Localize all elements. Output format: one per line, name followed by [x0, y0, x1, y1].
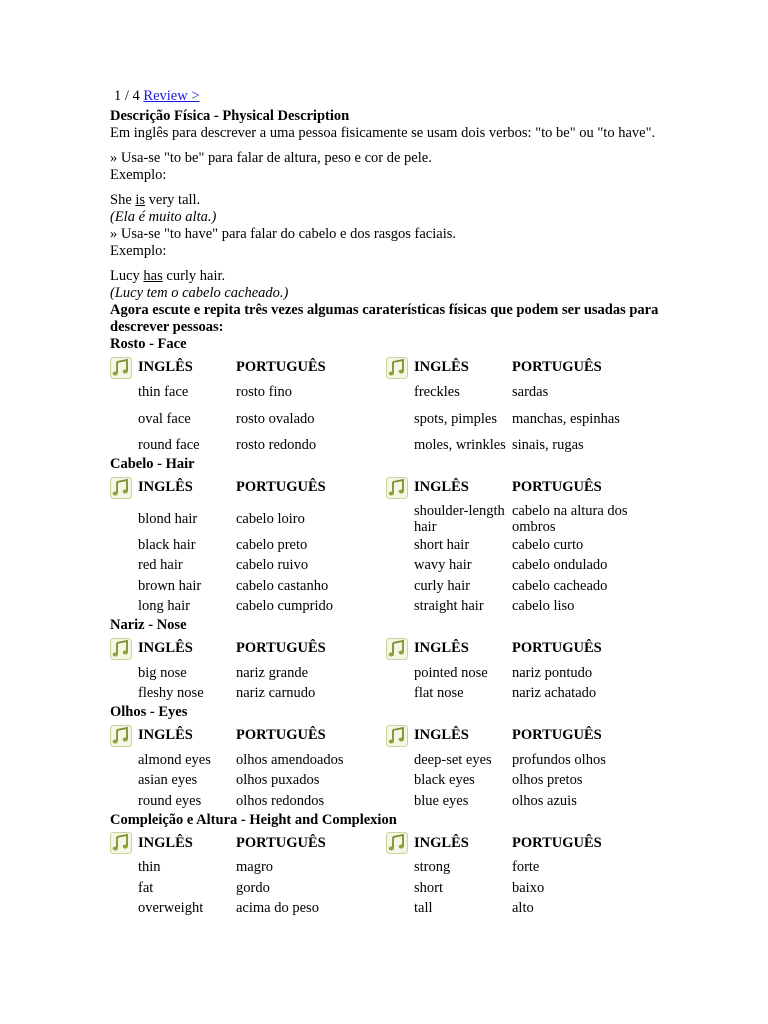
music-note-icon[interactable]: [386, 832, 408, 854]
header-label: INGLÊS: [138, 727, 193, 743]
portuguese-term: rosto fino: [236, 383, 292, 400]
portuguese-term: alto: [512, 900, 534, 917]
table-row: [110, 436, 670, 457]
header-label: PORTUGUÊS: [512, 479, 602, 495]
table-header: [110, 353, 670, 382]
english-term: flat nose: [414, 685, 464, 702]
english-term: pointed nose: [414, 664, 488, 681]
english-term: blue eyes: [414, 792, 469, 809]
portuguese-term: cabelo preto: [236, 536, 308, 553]
portuguese-term: gordo: [236, 879, 270, 896]
table-row: [110, 771, 670, 792]
header-label: PORTUGUÊS: [236, 640, 326, 656]
english-term: red hair: [138, 557, 183, 574]
table-row: [110, 858, 670, 879]
portuguese-term: olhos puxados: [236, 772, 320, 789]
english-term: curly hair: [414, 577, 470, 594]
table-row: [110, 684, 670, 705]
header-label: PORTUGUÊS: [236, 834, 326, 851]
section-title: Rosto - Face: [110, 336, 187, 352]
intro-text: Em inglês para descrever a uma pessoa fisicamente se usam dois verbos: "to be" ou "to have".: [110, 125, 656, 141]
header-label: PORTUGUÊS: [512, 834, 602, 851]
table-row: [110, 535, 670, 556]
header-label: INGLÊS: [138, 359, 193, 375]
portuguese-term: rosto redondo: [236, 437, 317, 454]
section-title: Cabelo - Hair: [110, 456, 195, 472]
music-note-icon[interactable]: [110, 725, 132, 747]
table-row: [110, 750, 670, 771]
english-term: strong: [414, 859, 451, 876]
portuguese-term: cabelo ruivo: [236, 557, 309, 574]
review-link[interactable]: Review >: [143, 88, 200, 104]
music-note-icon[interactable]: [110, 477, 132, 499]
header-label: PORTUGUÊS: [236, 359, 326, 375]
english-term: wavy hair: [414, 557, 472, 574]
table-row: [110, 556, 670, 577]
portuguese-term: olhos amendoados: [236, 751, 344, 768]
music-note-icon[interactable]: [386, 477, 408, 499]
english-term: black hair: [138, 536, 196, 553]
english-term: big nose: [138, 664, 187, 681]
music-note-icon[interactable]: [110, 357, 132, 379]
english-term: almond eyes: [138, 751, 211, 768]
example-label-2: Exemplo:: [110, 243, 167, 259]
english-term: deep-set eyes: [414, 751, 492, 768]
english-term: short hair: [414, 536, 470, 553]
page-title: Descrição Física - Physical Description: [110, 108, 350, 124]
table-row: [110, 878, 670, 899]
portuguese-term: profundos olhos: [512, 751, 606, 768]
vocabulary-sections: [110, 336, 670, 919]
portuguese-term: cabelo liso: [512, 598, 575, 615]
page-indicator: 1 / 4: [114, 88, 140, 104]
table-header: [110, 473, 670, 502]
example-sentence-1: She is very tall.: [110, 192, 201, 208]
header-label: PORTUGUÊS: [236, 479, 326, 495]
section-title: Nariz - Nose: [110, 617, 187, 633]
table-row: [110, 403, 670, 436]
english-term: freckles: [414, 383, 460, 400]
header-label: INGLÊS: [414, 479, 469, 495]
rule-to-have: » Usa-se "to have" para falar do cabelo e dos rasgos faciais.: [110, 226, 457, 242]
portuguese-term: cabelo curto: [512, 536, 584, 553]
section-title: Compleição e Altura - Height and Complexion: [110, 811, 397, 828]
english-term: straight hair: [414, 598, 484, 615]
english-term: oval face: [138, 411, 191, 427]
header-label: INGLÊS: [138, 834, 193, 851]
header-label: PORTUGUÊS: [512, 727, 602, 743]
section-title: Olhos - Eyes: [110, 704, 188, 720]
english-term: spots, pimples: [414, 411, 497, 427]
table-row: [110, 502, 670, 535]
english-term: thin: [138, 859, 161, 876]
english-term: round face: [138, 437, 200, 454]
english-term: blond hair: [138, 510, 198, 527]
portuguese-term: cabelo ondulado: [512, 557, 608, 574]
header-label: INGLÊS: [138, 640, 193, 656]
header-label: INGLÊS: [414, 359, 469, 375]
portuguese-term: cabelo cacheado: [512, 577, 608, 594]
table-row: [110, 576, 670, 597]
english-term: short: [414, 879, 443, 896]
english-term: brown hair: [138, 577, 202, 594]
english-term: shoulder-length hair: [414, 502, 505, 535]
portuguese-term: nariz grande: [236, 664, 309, 681]
portuguese-term: olhos redondos: [236, 792, 325, 809]
english-term: asian eyes: [138, 772, 198, 789]
header-label: INGLÊS: [414, 727, 469, 743]
portuguese-term: rosto ovalado: [236, 411, 315, 427]
table-row: [110, 597, 670, 618]
example-sentence-2: Lucy has curly hair.: [110, 268, 226, 284]
english-term: tall: [414, 900, 433, 917]
header-label: PORTUGUÊS: [512, 640, 602, 656]
music-note-icon[interactable]: [386, 725, 408, 747]
music-note-icon[interactable]: [110, 638, 132, 660]
header-label: INGLÊS: [414, 640, 469, 656]
example-translation-1: (Ela é muito alta.): [110, 209, 217, 225]
header-label: PORTUGUÊS: [512, 359, 602, 375]
portuguese-term: cabelo cumprido: [236, 598, 334, 615]
english-term: moles, wrinkles: [414, 437, 506, 454]
table-row: [110, 791, 670, 812]
portuguese-term: cabelo castanho: [236, 577, 329, 594]
table-row: [110, 899, 670, 920]
portuguese-term: cabelo na altura dos ombros: [512, 502, 628, 535]
english-term: overweight: [138, 900, 204, 917]
instruction-text: Agora escute e repita três vezes algumas caraterísticas físicas que podem ser usadas para descrever pessoas:: [110, 302, 659, 335]
english-term: round eyes: [138, 792, 202, 809]
portuguese-term: olhos azuis: [512, 792, 577, 809]
english-term: long hair: [138, 598, 190, 615]
english-term: fat: [138, 879, 154, 896]
pager: [114, 88, 670, 105]
english-term: fleshy nose: [138, 685, 204, 702]
portuguese-term: manchas, espinhas: [512, 411, 620, 427]
portuguese-term: sardas: [512, 383, 549, 400]
portuguese-term: magro: [236, 859, 274, 876]
portuguese-term: olhos pretos: [512, 772, 583, 789]
portuguese-term: acima do peso: [236, 900, 319, 917]
portuguese-term: nariz pontudo: [512, 664, 593, 681]
portuguese-term: forte: [512, 859, 540, 876]
english-term: black eyes: [414, 772, 475, 789]
portuguese-term: cabelo loiro: [236, 510, 305, 527]
portuguese-term: nariz carnudo: [236, 685, 316, 702]
table-row: [110, 663, 670, 684]
portuguese-term: nariz achatado: [512, 685, 597, 702]
english-term: thin face: [138, 383, 189, 400]
content: [110, 88, 670, 919]
table-header: [110, 829, 670, 858]
table-header: [110, 634, 670, 663]
music-note-icon[interactable]: [386, 638, 408, 660]
music-note-icon[interactable]: [386, 357, 408, 379]
portuguese-term: sinais, rugas: [512, 437, 584, 454]
header-label: PORTUGUÊS: [236, 727, 326, 743]
example-label-1: Exemplo:: [110, 167, 167, 183]
table-row: [110, 382, 670, 403]
rule-to-be: » Usa-se "to be" para falar de altura, peso e cor de pele.: [110, 150, 432, 166]
header-label: INGLÊS: [138, 479, 193, 495]
portuguese-term: baixo: [512, 879, 545, 896]
header-label: INGLÊS: [414, 834, 469, 851]
table-header: [110, 721, 670, 750]
music-note-icon[interactable]: [110, 832, 132, 854]
example-translation-2: (Lucy tem o cabelo cacheado.): [110, 285, 289, 301]
